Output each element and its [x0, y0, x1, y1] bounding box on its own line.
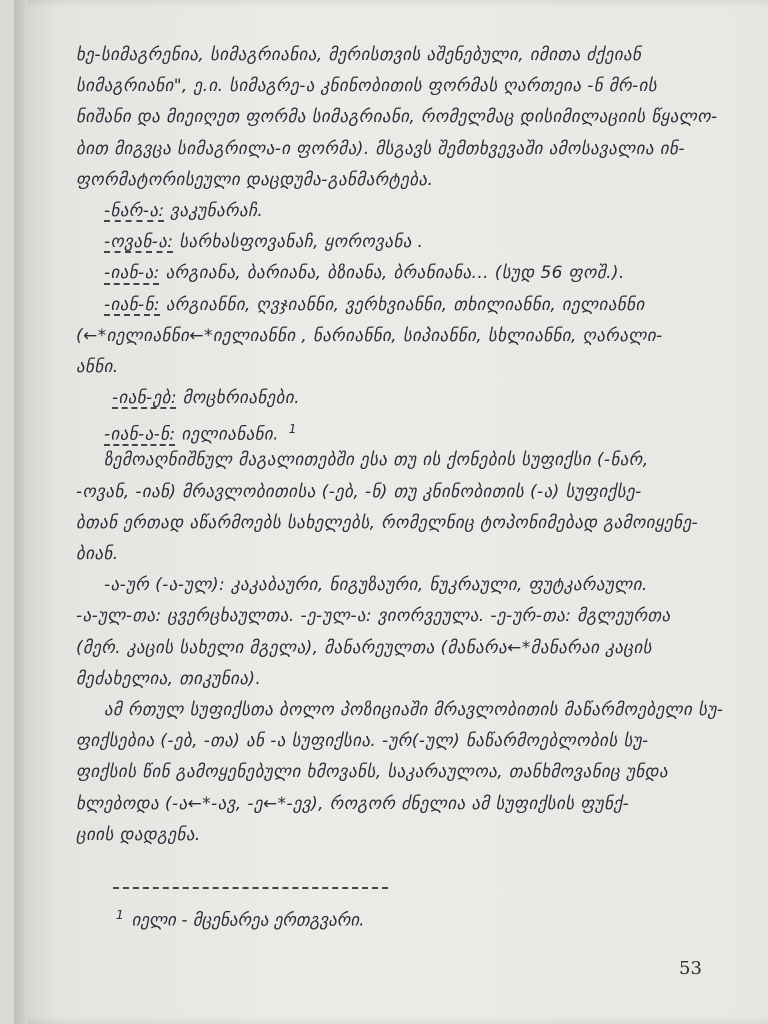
text-line: ბით მიგვცა სიმაგრილა-ი ფორმა). მსგავს შემთხვევაში ამოსავალია ინ-: [76, 138, 685, 159]
footnote: [116, 908, 365, 931]
text-line: ხე-სიმაგრენია, სიმაგრიანია, მერისთვის აშენებული, იმითა ძქეიან: [76, 45, 642, 65]
text-line: (მერ. კაცის სახელი მგელა), მანარეულთა (მანარა←*მანარაი კაცის: [76, 637, 652, 658]
example-text: ვაკუნარაჩ.: [170, 200, 264, 221]
example-line: [76, 414, 706, 445]
page-number: 53: [679, 958, 702, 979]
text-line: ფიქსის წინ გამოყენებული ხმოვანს, საკარაულოა, თანხმოვანიც უნდა: [76, 762, 668, 783]
text-line: ფორმატორისეული დაცდუმა-განმარტება.: [76, 169, 434, 190]
text-line: ზემოაღნიშნულ მაგალითებში ესა თუ ის ქონების სუფიქსი (-ნარ,: [104, 450, 649, 471]
footnote-reference[interactable]: 1: [288, 422, 297, 437]
footnote-text: იელი - მცენარეა ერთგვარი.: [131, 910, 365, 931]
example-line: [76, 258, 706, 289]
example-text: არგიანნი, ღვჯიანნი, ვერხვიანნი, თხილიანნი, იელიანნი: [165, 294, 645, 315]
footnote-mark: 1: [116, 908, 124, 922]
text-line: ბთან ერთად აწარმოებს სახელებს, რომელნიც ტოპონიმებად გამოიყენე-: [76, 512, 699, 533]
example-suffix: -იან-ა:: [104, 263, 160, 284]
example-text: მოცხრიანები.: [182, 388, 300, 409]
example-text: სარხასფოვანაჩ, ყოროვანა .: [179, 232, 424, 253]
text-line: ანნი.: [76, 356, 119, 377]
main-text-block: [76, 40, 724, 851]
text-line: (←*იელიანნი←*იელიანნი , ნარიანნი, სიპიანნი, სხლიანნი, ღარალი-: [76, 325, 663, 346]
text-line: ფიქსებია (-ებ, -თა) ან -ა სუფიქსია. -ურ(-ულ) ნაწარმოებლობის სუ-: [76, 731, 649, 752]
example-suffix: -ოვან-ა:: [104, 232, 174, 253]
text-line: -ოვან, -იან) მრავლობითისა (-ებ, -ნ) თუ კნინობითის (-ა) სუფიქსე-: [76, 481, 642, 502]
text-line: სიმაგრიანი", ე.ი. სიმაგრე-ა კნინობითის ფორმას ღართეია -ნ მრ-ის: [76, 76, 658, 97]
example-suffix: -იან-ნ:: [104, 294, 160, 315]
text-line: ხლებოდა (-ა←*-ავ, -ე←*-ევ), როგორ ძნელია ამ სუფიქსის ფუნქ-: [76, 793, 630, 814]
text-line: მეძახელია, თიკუნია).: [76, 668, 262, 689]
example-line: [76, 290, 706, 321]
example-suffix: -ნარ-ა:: [104, 200, 165, 221]
text-line: -ა-ულ-თა: ცვერცხაულთა. -ე-ულ-ა: ვიორვეულა. -ე-ურ-თა: მგლეურთა: [76, 606, 671, 627]
footnote-separator: [113, 887, 388, 889]
example-line: [76, 196, 706, 227]
example-suffix: -იან-ა-ნ:: [104, 424, 176, 445]
example-text: იელიანანი.: [181, 424, 279, 445]
example-line: [76, 383, 706, 414]
text-line: ამ რთულ სუფიქსთა ბოლო პოზიციაში მრავლობითის მაწარმოებელი სუ-: [104, 699, 724, 720]
text-line: -ა-ურ (-ა-ულ): კაკაბაური, ნიგუზაური, ნუკრაული, ფუტკარაული.: [104, 575, 648, 596]
book-spine-shadow: [14, 0, 28, 1024]
example-line: [76, 227, 706, 258]
example-suffix: -იან-ებ:: [112, 388, 177, 409]
example-text: არგიანა, ბარიანა, ბზიანა, ბრანიანა... (სუდ 56 ფოშ.).: [165, 263, 625, 284]
text-line: ბიან.: [76, 544, 119, 564]
text-line: ციის დადგენა.: [76, 824, 201, 845]
text-line: ნიშანი და მიეიღეთ ფორმა სიმაგრიანი, რომელმაც დისიმილაციის წყალო-: [76, 107, 718, 128]
